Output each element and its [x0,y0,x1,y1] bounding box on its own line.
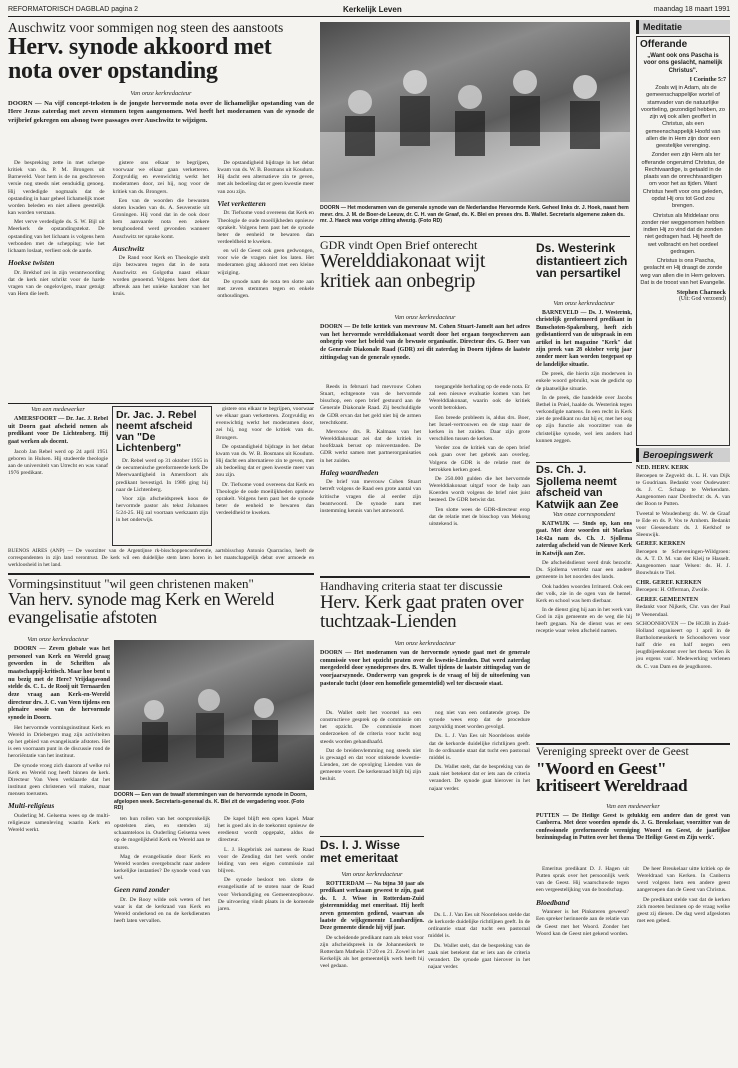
page-header [8,4,730,17]
a1-body [8,160,314,402]
a1-continuation [216,406,314,546]
a1-p7: De opstandigheid bijdrage in het debat kwam van ds. W. B. Bosmans uit Koudum. Hij dacht een alternatieve zin te geven, met als bedoeling dat er geen kwestie meer van zou zijn. [217,160,314,195]
a3-p5: Een breede probleem is, aldus drs. Boer, het Israel-vertrouwen en de stap naar de kerken in het zuiden. Daar zijn grote verschillen tussen de kerken. [429,414,530,443]
divider [536,743,730,745]
header-right: maandag 18 maart 1991 [653,6,730,13]
a3-p3: De brief van mevrouw Cohen Stuart betreft volgens de Raad een grote aantal van kritische vragen die al eerder zijn beantwoord. De synode nam met instemming kennis van het antwoord. [320,479,421,514]
a8-body [536,866,730,1061]
a2b-p4: De kapel blijft een open kapel. Maar het is goed als in de toekomst opnieuw de eredienst wordt opgepakt, aldus de directeur. [218,816,314,844]
a6-p4: Ds. L. J. Van Ees uit Noordeloos stelde dat de kerkorde duidelijke richtlijnen geeft. In de ordinantie staat dat tucht een pastoraal middel is. [429,733,530,761]
divider [536,462,632,463]
beroeping-tab: Beroepingswerk [636,448,730,462]
a6-p4-cont: Ds. L. J. Van Ees uit Noordeloos stelde dat de kerkorde duidelijke richtlijnen geeft. In de ordinantie staat dat tucht een pastoraal middel is. [428,912,530,940]
beroeping-p1: SCHOONHOVEN — De HGJB in Zuid-Holland organiseert op 1 april in de Bartholomeuskerk te Schoonhoven voor half drie en half negen een jeugdbijeenkomst over het thema 'Ken ik jou ergens van'. Medewerking verlenen ds. C. van Dam en de jeugdkoren. [636,620,730,670]
n1-p1: Jacob Jan Rebel werd op 24 april 1951 geboren in Hulsen. Hij studeerde theologie aan de universiteit van Utrecht en was vanaf 1976 predikant. [8,448,108,477]
meditatie-author: Stephen Charnock [676,289,726,297]
brief-buenos-aires [8,548,314,572]
beroeping-h1: NED. HERV. KERK [636,465,689,471]
beroeping-t3: Beroepen te Scheveningen-Wildgroen: ds. A. T. D. M. van der Kleij te Hasselt. Aangenomen naar Velsen: ds. H. J. Bouwhuis te Tiel. [636,549,730,577]
a1-p4-cont: gistere ons elkaar te begrijpen, voorwaar we elkaar gaan verketteren. Zorgvuldig en evenwichtig werkt het moderamen door, zei hij, nog voor de kritiek van ds. Brongers. [216,406,314,441]
a6-p5-cont: Ds. Wallet stelt, dat de bespreking van de zaak niet betekent dat er iets aan de criteria verandert. De synode gaat hierover in het najaar verder. [428,942,530,971]
a3-p6: Verder zou de kritiek van de open brief ook gaan over het gebrek aan overleg. Volgens de GDR is de relatie met de betrokken kerken goed. [429,445,530,473]
n1-byline: Van een medewerker [31,406,85,413]
a6-title: Herv. Kerk gaat praten over tuchtzaak-Lienden [320,593,524,633]
a8-kicker: Vereniging spreekt over de Geest [536,746,689,758]
photo-people-illustration [114,640,314,790]
a4-p2: In de preek, die handelde over Jacobs Bethel in Pniel, haalde ds. Westerink tegen verkondigde namens. In een recht in Kerk ziet de predikant nu dat hij er, met het oog op zijn functie als voorzitter van de christelijke synode, wel iets anders had kunnen zeggen. [536,394,632,444]
divider [320,236,630,237]
n1-lead: AMERSFOORT — Dr. Jac. J. Rebel uit Doorn gaat afscheid nemen als predikant voor De Lichtenberg. Hij gaat werken als docent. [8,416,108,446]
photo-moderamen-illustration [320,22,630,202]
a1-sub1: Hoekse twisten [8,258,55,268]
n2-p2: Voor zijn afscheidspreek koos de hervormde pastor als tekst Johannes 5:24-25. Hij zal voortaan werkzaam zijn in het onderwijs. [116,495,208,524]
a2-col2 [114,816,314,1061]
meditatie-ref: I Corinthe 5:7 [689,77,726,83]
meditatie-tab: Meditatie [636,20,730,34]
a4-p1: De preek, die hierin zijn moderwen in enkele woord gebruikt, was de gedicht op de plaatselijke situatie. [536,371,632,392]
a1-p4: gistere ons elkaar te begrijpen, voorwaar we elkaar gaan verketteren. Zorgvuldig en evenwichtig werkt het moderamen door, zei hij, nog voor de kritiek van ds. Brongers. [112,160,210,195]
a2-title: Van herv. synode mag Kerk en Wereld evangelisatie afstoten [8,590,274,628]
beroeping-t1: Beroepen te Zegveld: ds. L. H. van Dijk te Goudriaan. Bedankt voor Oudewater: ds. J. C. Schaap te Werkendam. Aangenomen naar Dordrecht: ds. A. van der Boon te Putten. [636,472,730,508]
a5-body [536,521,632,741]
a6-continuation [428,912,530,1061]
a8-title: "Woord en Geest" kritiseert Wereldraad [536,760,688,796]
a3-title: Werelddiakonaat wijt kritiek aan onbegrip [320,251,486,293]
beroeping-body [636,465,730,740]
a2b-p1: ten hun rollen van het oorspronkelijk opstelsten zien, en stemden zij schaamteloos in. Ouderling Gelsema wees op de mogelijkheid Kerk en Wereld aan te sturen. [114,816,210,851]
meditatie-title: Offerande [640,39,688,50]
beroeping-t4: Beroepen: H. Offerman, Zwolle. [636,587,709,594]
a7-title: Ds. I. J. Wisse met emeritaat [320,839,400,865]
a3-kicker: GDR vindt Open Brief onterecht [320,238,478,251]
synode-photo [114,640,314,790]
a2-lead: DOORN — Zeven globale was het personeel van Kerk en Wereld graag geworden in de Schriften als maatschappij-kritisch. Maar hoe bent u nu bezig met de Here? Vrijdagavond stelde ds. C. L. de Rooij uit Ternaarden deze vraag aan Kerk-en-Wereld directeur drs. J. C. van Veen tijdens een plenaire sessie van de hervormde synode in Doorn. [8,646,110,722]
a1-lead: DOORN — Na vijf concept-teksten is de jongste hervormde nota over de lichamelijke opstanding van de Here Jezus zaterdag met zeven stemmen tegen aangenomen. Wel heeft het moderamen van de synode de vrijbrief gekregen om alsnog twee passages over Auschwitz te wijzigen. [8,100,314,124]
beroeping-h3: CHR. GEREF. KERKEN [636,579,702,586]
a5-lead: KATWIJK — Sinds op, kan ons gaat. Met deze woorden uit Markus 14:42a nam ds. Ch. J. Sjollema zaterdag afscheid van de Nieuwe Kerk in Katwijk aan Zee. [536,521,632,557]
beroeping-h4: GEREF. GEMEENTEN [636,596,699,603]
a3-p1: Reeds in februari had mevrouw Cohen Stuart, echtgenote van de hervormde bisschop, een open brief gestuurd aan de Generale Diakonale Raad. Zij beschuldigde de GDR ervan dat het geld niet bij de armen terechtkomt. [320,384,421,426]
a4-byline: Van onze kerkredacteur [553,300,615,307]
a4-lead: BARNEVELD — Ds. J. Westerink, christelijk gereformeerd predikant in Bunschoten-Spakenburg, heeft zich gedistantieerd van de uitspraak in een artikel in het magazine "Kerk" dat zijn preek van 28 oktober verig jaar zonder meer kan worden toegepast op de landelijke situatie. [536,310,632,368]
a1-p9: en wil de Geest ook geen gedwongen, voor wie de vragen niet los laten. Het moderamen ging akkoord met een kleine wijziging. [217,248,314,276]
a3-p4: toegangelde herhaling op de ende nota. Er zal een nieuwe evaluatie komen van het Werelddiakonaat, waarin ook de kritiek wordt betrokken. [429,384,530,412]
a2b-sub1: Geen rand zonder [114,885,170,895]
a2-col1 [8,646,110,1061]
a8-p3: De heer Breukelaar uitte kritiek op de Wereldraad van Kerken. In Canberra werd volgens hem een andere geest aangeroepen dan de Geest van Christus. [637,866,730,894]
divider [8,403,314,404]
beroeping-t2: Tweetal te Woudenberg: ds. W. de Graaf te Ede en ds. P. Vos te Arnhem. Bedankt voor Giessendam: ds. J. Kerkhof te Sleeuwijk. [636,510,730,539]
meditatie-p4: Christus is ons Pascha, geslacht en Hij draagt de zonde weg van allen die in Hem geloven. Dat is de troost van het Evangelie. [640,258,726,286]
a2-byline: Van onze kerkredacteur [27,636,89,643]
beroeping-h2: GEREF. KERKEN [636,541,686,548]
a2-sub1: Multi-religieus [8,801,55,811]
a2-p2: De synode vroeg zich daarom af welke rol Kerk en Wereld nog heeft binnen de kerk. Directeur Van Veen verklaarde dat het instituut geen christenen wil maken, maar mensen toerusten. [8,762,110,798]
n1-body [8,416,108,546]
a6-p3: nog niet van een ontlatende groep. De synode wees erop dat de procedure zorgvuldig moet worden gevolgd. [429,710,530,731]
a1-p6: De Rand voor Kerk en Theologie stelt zijn bezwaren tegen dat in de nota Auschwitz en Golgotha naast elkaar worden genoemd. Volgens hem doet dat afbreuk aan het unieke karakter van het kruis. [112,255,210,298]
divider [8,573,314,575]
a1-p3: Dr. Brekhof zei in zijn verantwoording dat de kerk niet schrikt voor de harde vragen van de ongelovigen, maar getuigt van Hem die leeft. [8,269,105,298]
a6-body [320,710,530,910]
a6-p5: Ds. Wallet stelt, dat de bespreking van de zaak niet betekent dat er iets aan de criteria verandert. De synode gaat hierover in het najaar verder. [429,764,530,792]
meditatie-box [636,36,730,446]
a1-byline: Van onze kerkredacteur [130,90,192,97]
a2-kicker: Vormingsinstituut "wil geen christenen maken" [8,576,254,590]
a5-p3: In de dienst ging hij aan in het werk van God in zijn gemeente en de weg die hij heeft gegaan. Na de dienst was er een receptie waar velen afscheid namen. [536,606,632,635]
a1-p1: De bespreking zette in met scherpe kritiek van ds. P. M. Brongers uit Barneveld. Voor hem is de nu geschreven versie nog steeds niet eenduidig genoeg. Hij verdedigde nogmaals dat de opstanding in haar geheel lichamelijk moet worden beleden en niet alleen geestelijk kan worden verstaan. [8,160,105,217]
a7-body [320,881,424,1061]
a3-body [320,384,530,574]
brief-text: BUENOS AIRES (ANP) — De voorzitter van de Argentijnse rk-bisschoppenconferentie, aartsbisschop Antonio Quarracino, heeft de correspondenten in zijn land verontrust. De kerk wil een duidelijke stem laten horen in het maatschappelijk debat over armoede en werkloosheid in het land. [8,548,314,568]
meditatie-p2: Zonder een zijn Hem als ter offerande ongeruimd Christus, de Rechtvaardige, is getaald in de plaats van de onrechtvaardigen om voor het as tijden. Want Christus heeft voor ons geleden, opdat Hij ons tot God zou brengen. [641,152,725,210]
a6-p2: Dat de breidenvlemming nog steeds niet is gewaagd en dat voor stinkende kwestie-Lienden, zet de opvolging Lienden van de gemeente voort. De kerkenraad blijft bij zijn besluit. [320,747,421,783]
beroeping-t5: Bedankt voor Nijkerk, Chr. van der Paal te Veenendaal. [636,604,730,618]
a6-p1: Ds. Wallet stelt het voorstel na een constructieve gesprek op de commissie om het opzicht. De commissie moet onderzoeken of de criteria voor tucht nog steeds worden gehandhaafd. [320,710,421,745]
a3-p7: De 250.000 gulden die het hervormde Werelddiakonaat uitgaf voor de hulp aan Koerden wordt volgens de brief niet juist besteed. De GDR betwist dat. [429,475,530,504]
a1-p5: Een van de woorden die bewusten sloten kwaden van ds. A. Seuvenstie uit Groningen. Hij vond dat in de ook door hem aanvaarde nota een zekere terughoudend werd gevonden wanneer Auschwitz ter sprake komt. [112,197,210,240]
header-left: REFORMATORISCH DAGBLAD pagina 2 [8,6,139,13]
a3-byline: Van onze kerkredacteur [394,314,456,321]
a2-p1: Het hervormde vormingsinstituut Kerk en Wereld in Driebergen mag zijn activiteiten op het gebied van evangelisatie afstoten. Het is een voornaam punt in de discussie rond de heroriëntatie van het instituut. [8,724,110,760]
n2-title: Dr. Jac. J. Rebel neemt afscheid van "De Lichtenberg" [116,409,197,455]
a6-kicker: Handhaving criteria staat ter discussie [320,579,503,592]
a1-p7-cont: De opstandigheid bijdrage in het debat kwam van ds. W. B. Bosmans uit Koudum. Hij dacht een alternatieve zin te geven, met als bedoeling dat er geen kwestie meer van zou zijn. [216,443,314,479]
a1-p2: Met verve verdedigde ds. S. W. Bijl uit Meerkerk de opstandingstekst. De opstanding van het lichaam is volgens hem verbonden met de schepping; wie het lichaam loslaat, verliest ook de aarde. [8,219,105,254]
a1-title: Herv. synode akkoord met nota over opstanding [8,35,272,85]
a3-p2: Mevrouw drs. R. Kalmaas van het Werelddiakonaat zei dat de kritiek in hoofdzaak berust op misverstanden. De GDR werkt samen met partnerorganisaties in het zuiden. [320,428,421,464]
a8-byline: Van een medewerker [606,803,660,810]
a2b-p3: Dr. De Rooy wilde ook weten of het waar is dat de kerkraad van Kerk en Wereld onderkend en nu de kerkdiensten heeft laten vervallen. [114,897,210,925]
a6-lead: DOORN — Het moderamen van de hervormde synode gaat met de generale commissie voor het opzicht praten over de kwestie-Lienden. Dat werd zaterdag meegedeeld door synodepreses drs. B. Wallet tijdens de laatste zittingsdag van de voorjaarszynode. Onderwerp van gesprek is de vraag of bij de uitoefening van pastorale tucht (door een homofiele gemeentelid) wel ter discussie staat. [320,650,530,687]
a1-sub3: Viet verketteren [217,198,266,208]
a5-p2: Ook hadden woorden Irrituerd. Ook een der volk, zie in de ogen van de hemel. Kerk en school was hem dierbaar. [536,583,632,604]
a8-p4: De predikant stelde vast dat de kerken zich moeten bezinnen op de vraag welke geest zij dienen. De dag werd afgesloten met een gebed. [637,896,730,925]
a4-title: Ds. Westerink distantieert zich van persartikel [536,242,628,281]
a3-sub1: Haleg waardheden [320,467,379,477]
a1-p10: De synode nam de nota ten slotte aan met zeven stemmen tegen en enkele onthoudingen. [217,278,314,300]
a7-p1: De scheidende predikant nam als tekst voor zijn afscheidspreek in de Johanneskerk te Rotterdam Matheüs 17:20 en 21. Zowel in het Kerkelijk als het gemeentelijk werk heeft hij veel gedaan. [320,934,424,970]
a1-p8-cont: Dr. Tiefsome vond overeens dat Kerk en Theologie de oude moeilijkheden opnieuw oprakelt. Volgens hem past het de synode beter de eenheid te bewaren dan verdeeldheid te kweken. [216,481,314,517]
a2-p3: Ouderling M. Gelsema wees op de multi-religieuze samenleving waarin Kerk en Wereld werkt. [8,812,110,834]
a5-title: Ds. Ch. J. Sjollema neemt afscheid van Katwijk aan Zee [536,465,619,509]
header-center: Kerkelijk Leven [343,5,402,14]
a1-kicker: Auschwitz voor sommigen nog steen des aanstoots [8,20,284,34]
a8-lead: PUTTEN — De Heilige Geest is gelukkig een andere dan de geest van Canberra. Met deze woorden opende ds. J. G. Breukelaar, voorzitter van de confessionele gereformeerde vereniging Woord en Geest, de jaarlijkse bezinningsdag in Putten over het thema 'De Heilige Geest en Zijn werk'. [536,813,730,842]
meditatie-p3: Christus als Middelaar ons zonder nier weggenomen hebben indien Hij zo vind dat de zonden niet gedragen had. Hij heeft de wet volbracht en het oordeel gedragen. [641,212,725,255]
a2b-p2: Mag de evangelisatie door Kerk en Wereld worden overgebracht naar andere kerkelijke instanties? De synode vond van wel. [114,853,210,882]
meditatie-p1: Zoals wij in Adam, als de gemeenschappelijke wortel of stamvader van de natuurlijke voortteling, gezondigd hebben, zo zijn wij ook allen geoffert in Christus, als een gemeenschappelijk Hoofd van allen die in Hem zijn door een geestelijke verenging. [641,85,725,150]
a7-lead: ROTTERDAM — Na bijna 30 jaar als predikant werkzaam geweest te zijn, gaat ds. I. J. Wisse in Rotterdam-Zuid gisterenmiddag met emeritaat. Hij heeft zeven gemeenten gediend, waarvan als laatste de wijkgemeente Lombardijen. Deze gemeente diende hij vijf jaar. [320,881,424,932]
a5-byline: Van onze correspondent [552,511,616,518]
a8-p1: Emeritus predikant D. J. Hagen uit Putten sprak over het persoonlijk werk van de Geest. Hij waarschuwde tegen een vergeestelijking van de boodschap. [536,866,629,894]
cap1: DOORN — Een van de twaalf stemmingen van de hervormde synode in Doorn, afgelopen week. Secretaris-generaal ds. K. Blei zit de vergadering voor. (Foto RD) [114,792,307,811]
a1-sub2: Auschwitz [112,243,145,253]
a3-lead: DOORN — De felle kritiek van mevrouw M. Cohen Stuart-Jamelt aan het adres van het hervormde werelddiakonaat wordt door het orgaan toegeschreven aan onbegrip voor het beleid van de bewuste organisatie. Directeur drs. G. Boer van de Generale Diakonale Raad (GDR) zei dit zaterdag in Doorn tijdens de laatste zittingsdag van de generale synode. [320,324,530,361]
a5-p1: De afscheidsdienst werd druk bezocht. Ds. Sjollema vertrekt naar een andere gemeente in het noorden des lands. [536,560,632,581]
a3-p8: Ten slotte wees de GDR-directeur erop dat de relatie met de bisschop van Mekong uitstekend is. [429,506,530,527]
a7-byline: Van onze kerkredacteur [341,871,403,878]
a4-body [536,310,632,460]
a6-byline: Van onze kerkredacteur [394,640,456,647]
a2b-p5: L. J. Hogebrink zei namens de Raad voor de Zending dat het werk onder leiding van een eigen commissie zal blijven. [218,846,314,875]
moderamen-photo [320,22,630,202]
n2-p1: Dr. Rebel werd op 31 oktober 1955 in de oecumenische gereformeerde kerk De Meerwaardigheid in Amersfoort als predikant bevestigd. In 1986 ging hij naar de Lichtenberg. [116,458,208,493]
a2b-p6: De synode besloot ten slotte de evangelisatie af te stoten naar de Raad voor Verkondiging en Gemeenteopbouw. De uitvoering vindt plaats in de komende jaren. [218,877,314,912]
a8-sub1: Bloedband [536,897,570,907]
divider [320,836,424,837]
meditatie-source: (Uit: God verzoend) [678,296,726,303]
n2-box [112,406,212,546]
cap2: DOORN — Het moderamen van de generale synode van de Nederlandse Hervormde Kerk. Geheel links dr. J. Hoek, naast hem mevr. drs. J. M. de Boer-de Leeuw, dr. C. H. van de Graaf, ds. K. Blei en preses drs. B. Wallet. Secretaris algemene zaken ds. mr. J. Haeck was vorige zitting afwezig. (Foto RD) [320,205,629,224]
meditatie-quote: „Want ook ons Pascha is voor ons geslacht, namelijk Christus". [643,52,723,74]
divider [320,576,530,578]
a8-p2: Wanneer is het Pinksteren geweest? Een spreker herinnerde aan de relatie van de Geest met het Woord. Zonder het Woord kan de Geest niet gekend worden. [536,909,629,937]
a1-p8: Dr. Tiefsome vond overeens dat Kerk en Theologie de oude moeilijkheden opnieuw oprakelt. Volgens hem past het de synode beter de eenheid te bewaren dan verdeeldheid te kweken. [217,210,314,245]
